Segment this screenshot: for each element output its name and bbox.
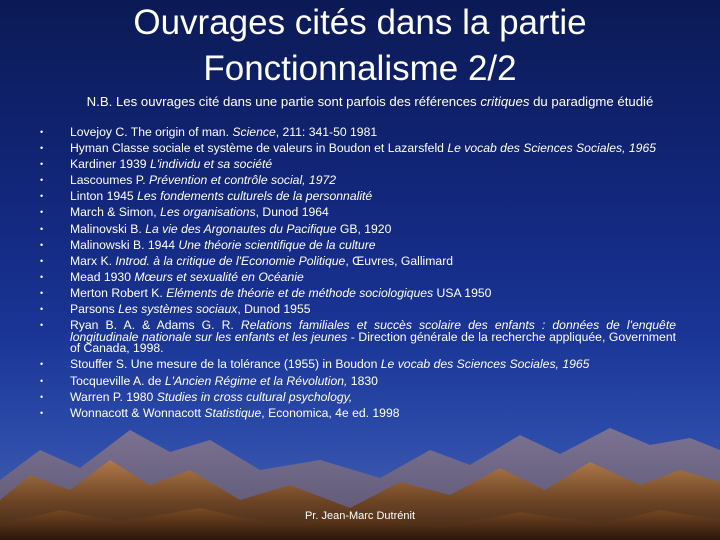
reference-text: Malinovski B. — [70, 221, 146, 236]
reference-title: Les fondements culturels de la personnalité — [137, 189, 373, 204]
reference-text: Kardiner 1939 — [70, 157, 150, 172]
reference-item — [40, 127, 676, 139]
bullet-icon: • — [40, 207, 44, 218]
reference-item — [40, 191, 676, 203]
reference-text-after: , 211: 341-50 1981 — [275, 125, 378, 139]
reference-text: Malinowski B. 1944 — [70, 237, 179, 252]
reference-item — [40, 221, 676, 236]
bullet-icon: • — [40, 255, 44, 266]
reference-title: Relations familiales et succès scolaire des enfants : données de l'enquête longitudinale nationale sur les enfants et les jeunes — [70, 318, 676, 344]
reference-text: Lovejoy C. The origin of man. — [70, 125, 233, 139]
reference-text-after: , Dunod 1964 — [255, 205, 329, 220]
reference-item — [40, 269, 676, 284]
reference-title: Introd. à la critique de l'Economie Politique — [115, 253, 346, 268]
reference-item — [40, 320, 676, 355]
reference-item — [40, 175, 676, 187]
reference-item — [40, 143, 676, 155]
reference-text: Merton Robert K. — [70, 285, 167, 300]
reference-item — [40, 304, 676, 316]
references-list — [40, 127, 676, 424]
reference-text-after: , Dunod 1955 — [237, 302, 311, 317]
reference-title: Les organisations — [160, 205, 256, 220]
bullet-icon: • — [40, 407, 44, 418]
reference-item — [40, 253, 676, 268]
reference-text: Lascoumes P. — [70, 173, 150, 188]
bullet-icon: • — [40, 191, 44, 202]
reference-title: Une théorie scientifique de la culture — [178, 237, 376, 252]
title-line-2: Fonctionnalisme 2/2 — [203, 49, 517, 88]
reference-text: Ryan B. A. & Adams G. R. — [70, 318, 241, 333]
reference-item — [40, 207, 676, 219]
reference-title: Mœurs et sexualité en Océanie — [134, 269, 304, 284]
reference-text-after: USA 1950 — [433, 285, 492, 300]
reference-text: Tocqueville A. de — [70, 373, 165, 388]
bullet-icon: • — [40, 175, 44, 186]
reference-text-after: , Œuvres, Gallimard — [345, 253, 454, 268]
reference-text-after: 1830 — [347, 373, 378, 388]
bullet-icon: • — [40, 304, 44, 315]
reference-text: Stouffer S. Une mesure de la tolérance (1955) in Boudon — [70, 357, 381, 372]
footer-author: Pr. Jean-Marc Dutrénit — [304, 510, 416, 522]
note-paragraph — [70, 93, 670, 110]
note-text-after: du paradigme étudié — [529, 94, 654, 109]
reference-text-after: - Direction générale de la recherche appliquée, Government of Canada, 1998. — [70, 329, 676, 356]
reference-item — [40, 405, 676, 420]
reference-text: Warren P. 1980 — [70, 389, 157, 404]
bullet-icon: • — [40, 287, 44, 298]
reference-item — [40, 389, 676, 404]
slide-title — [0, 0, 720, 92]
reference-item — [40, 285, 676, 300]
reference-item — [40, 373, 676, 388]
bullet-icon: • — [40, 375, 44, 386]
reference-title: Le vocab des Sciences Sociales, 1965 — [447, 141, 657, 156]
reference-text: Linton 1945 — [70, 189, 138, 204]
reference-title: Eléments de théorie et de méthode sociologiques — [166, 285, 434, 300]
reference-text: Mead 1930 — [70, 269, 135, 284]
note-text-italic: critiques — [480, 94, 530, 109]
reference-text: Marx K. — [70, 253, 116, 268]
bullet-icon: • — [40, 271, 44, 282]
reference-title: L'Ancien Régime et la Révolution, — [164, 373, 348, 388]
reference-text: Wonnacott & Wonnacott — [70, 405, 205, 420]
bullet-icon: • — [40, 239, 44, 250]
reference-title: Studies in cross cultural psychology, — [156, 389, 353, 404]
reference-text: Parsons — [70, 302, 119, 317]
reference-text: March & Simon, — [70, 205, 161, 220]
reference-text-after: , Economica, 4e ed. 1998 — [261, 405, 400, 420]
bullet-icon: • — [40, 359, 44, 370]
reference-title: Le vocab des Sciences Sociales, 1965 — [380, 357, 590, 372]
reference-title: La vie des Argonautes du Pacifique — [145, 221, 337, 236]
bullet-icon: • — [40, 320, 44, 331]
reference-title: Science — [232, 125, 276, 139]
reference-item — [40, 237, 676, 252]
reference-title: Statistique — [204, 405, 262, 420]
bullet-icon: • — [40, 143, 44, 154]
reference-title: L'individu et sa société — [149, 157, 273, 172]
reference-item — [40, 159, 676, 171]
bullet-icon: • — [40, 159, 44, 170]
title-line-1: Ouvrages cités dans la partie — [133, 3, 587, 42]
bullet-icon: • — [40, 127, 44, 137]
reference-text: Hyman Classe sociale et système de valeurs in Boudon et Lazarsfeld — [70, 141, 448, 156]
bullet-icon: • — [40, 223, 44, 234]
reference-title: Les systèmes sociaux — [118, 302, 238, 317]
reference-item — [40, 359, 676, 371]
reference-text-after: GB, 1920 — [336, 221, 392, 236]
reference-title: Prévention et contrôle social, 1972 — [149, 173, 337, 188]
note-text-before: N.B. Les ouvrages cité dans une partie sont parfois des références — [86, 94, 481, 109]
bullet-icon: • — [40, 391, 44, 402]
